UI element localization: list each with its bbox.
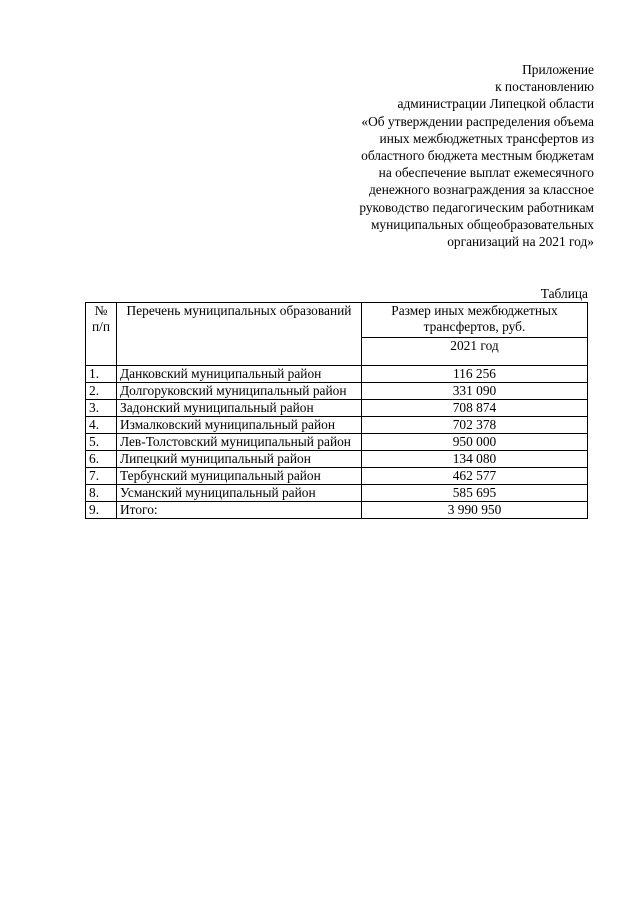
row-value: 462 577 [362,468,588,485]
row-name: Долгоруковский муниципальный район [117,383,362,400]
row-num: 5. [86,434,117,451]
appendix-line: к постановлению [495,79,594,95]
row-num: 1. [86,366,117,383]
row-num: 9. [86,502,117,519]
appendix-line: «Об утверждении распределения объема [361,113,594,129]
row-name: Тербунский муниципальный район [117,468,362,485]
row-value: 950 000 [362,434,588,451]
row-value: 585 695 [362,485,588,502]
appendix-line: на обеспечение выплат ежемесячного [378,165,594,181]
appendix-line: администрации Липецкой области [397,96,594,112]
row-num: 7. [86,468,117,485]
appendix-line: областного бюджета местным бюджетам [361,148,594,164]
appendix-line: Приложение [522,62,594,77]
header-num: № п/п [86,303,117,366]
row-num: 3. [86,400,117,417]
appendix-line: организаций на 2021 год» [447,234,594,250]
table-header-row [86,303,588,338]
header-size: Размер иных межбюджетных трансфертов, руб. [362,303,588,338]
row-num: 4. [86,417,117,434]
row-name: Лев-Толстовский муниципальный район [117,434,362,451]
appendix-line: руководство педагогическим работникам [359,199,594,215]
row-num: 2. [86,383,117,400]
row-name: Измалковский муниципальный район [117,417,362,434]
appendix-line: иных межбюджетных трансфертов из [379,130,594,146]
table-row [86,451,588,468]
table-caption: Таблица [540,286,588,301]
table-row-total [86,502,588,519]
transfers-table [85,302,588,519]
appendix-heading [274,61,594,250]
header-year: 2021 год [362,338,588,366]
row-num: 8. [86,485,117,502]
row-name: Данковский муниципальный район [117,366,362,383]
table-row [86,485,588,502]
row-value: 3 990 950 [362,502,588,519]
row-name: Задонский муниципальный район [117,400,362,417]
header-name: Перечень муниципальных образований [117,303,362,366]
table-row [86,468,588,485]
row-value: 708 874 [362,400,588,417]
table-row [86,417,588,434]
row-value: 331 090 [362,383,588,400]
row-value: 702 378 [362,417,588,434]
row-name: Усманский муниципальный район [117,485,362,502]
table-row [86,400,588,417]
row-name: Липецкий муниципальный район [117,451,362,468]
row-value: 134 080 [362,451,588,468]
appendix-line: денежного вознаграждения за классное [368,182,594,198]
row-num: 6. [86,451,117,468]
table-row [86,383,588,400]
table-row [86,434,588,451]
appendix-line: муниципальных общеобразовательных [370,216,594,232]
row-value: 116 256 [362,366,588,383]
row-name: Итого: [117,502,362,519]
table-row [86,366,588,383]
